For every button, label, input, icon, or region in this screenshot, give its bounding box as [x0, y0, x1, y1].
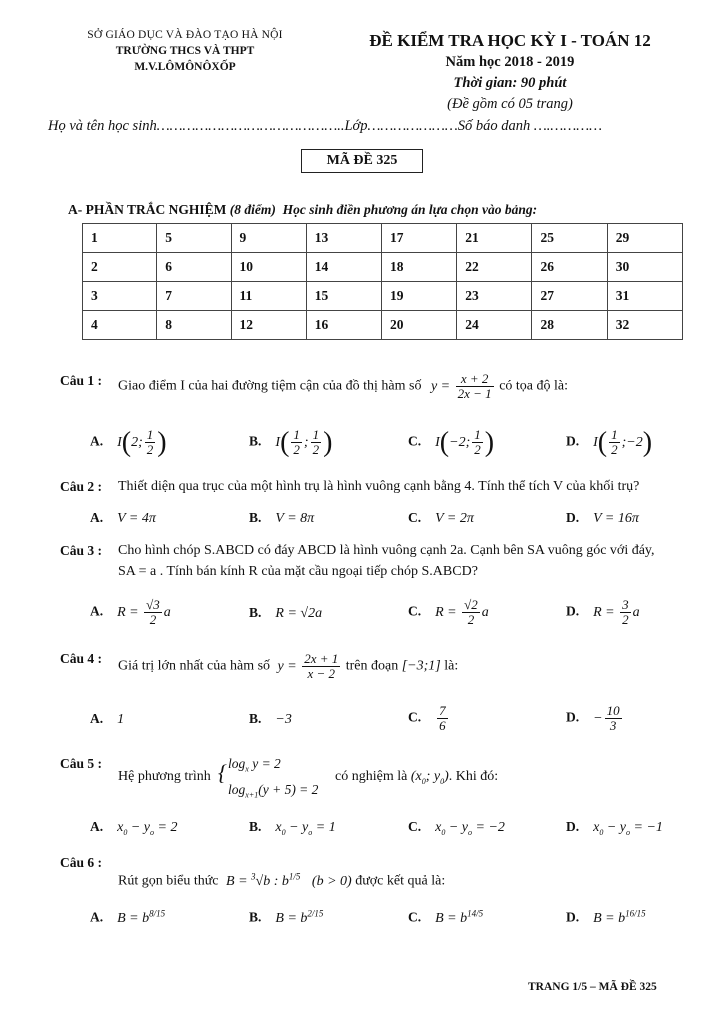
- answer-cell[interactable]: 19: [382, 282, 457, 311]
- page-footer: TRANG 1/5 – MÃ ĐỀ 325: [528, 981, 657, 993]
- option-letter: C.: [408, 909, 422, 925]
- q4-option-c[interactable]: C. $\frac{7}{6}$: [408, 703, 446, 733]
- q2-option-c[interactable]: C. V = 2π: [408, 510, 474, 526]
- question-5-text-tail: có nghiệm là ($x_0$; $y_0$). Khi đó:: [335, 769, 499, 786]
- answer-grid-row: [83, 224, 683, 253]
- answer-cell[interactable]: 1: [83, 224, 157, 253]
- question-1-label: Câu 1 :: [60, 373, 103, 388]
- q3-option-c[interactable]: C. R = $\frac{√2}{2}$ a: [408, 597, 489, 627]
- exam-duration: Thời gian: 90 phút: [453, 75, 567, 91]
- answer-cell[interactable]: 16: [306, 311, 381, 340]
- answer-cell[interactable]: 5: [157, 224, 231, 253]
- question-4-text: Giá trị lớn nhất của hàm số y = $\frac{2x + 1}{x - 2}$ trên đoạn [−3;1] là:: [118, 651, 459, 681]
- q2-option-b[interactable]: B. V = 8π: [249, 510, 315, 526]
- question-5-text-end: . Khi đó:: [448, 769, 499, 784]
- option-letter: C.: [408, 819, 422, 834]
- q5-brace: {: [218, 760, 227, 785]
- option-letter: B.: [249, 909, 262, 925]
- question-6-text: Rút gọn biểu thức B = $^3$√b : $b^{1/5}$ (b > 0) được kết quả là:: [118, 871, 446, 889]
- question-5-text: [118, 767, 211, 787]
- answer-cell[interactable]: 31: [607, 282, 682, 311]
- answer-cell[interactable]: 2: [83, 253, 157, 282]
- answer-cell[interactable]: 14: [306, 253, 381, 282]
- q5-option-d[interactable]: D. $x_0 - y_o = -1$: [566, 819, 663, 837]
- answer-cell[interactable]: 27: [532, 282, 607, 311]
- question-4-text-before: Giá trị lớn nhất của hàm số: [118, 658, 271, 674]
- option-letter: C.: [408, 510, 422, 525]
- option-letter: D.: [566, 603, 580, 619]
- question-3-text-line2: SA = a . Tính bán kính R của mặt cầu ngoại tiếp chóp S.ABCD?: [118, 564, 478, 579]
- question-2-text: Thiết diện qua trục của một hình trụ là hình vuông cạnh bằng 4. Tính thể tích V của khối trụ?: [118, 479, 640, 494]
- option-letter: A.: [90, 433, 104, 449]
- q4-option-d[interactable]: D. − $\frac{10}{3}$: [566, 703, 620, 733]
- school-header: [60, 27, 310, 75]
- option-letter: D.: [566, 909, 580, 925]
- question-4-label: Câu 4 :: [60, 651, 103, 666]
- option-letter: B.: [249, 433, 262, 449]
- exam-header: [330, 30, 690, 114]
- answer-cell[interactable]: 29: [607, 224, 682, 253]
- q3-option-d[interactable]: D. R = $\frac{3}{2}$ a: [566, 597, 640, 627]
- answer-cell[interactable]: 9: [231, 224, 306, 253]
- answer-cell[interactable]: 32: [607, 311, 682, 340]
- option-letter: A.: [90, 603, 104, 619]
- answer-grid-row: [83, 282, 683, 311]
- q1-option-c[interactable]: C. I(−2; $\frac{1}{2}$ ): [408, 426, 495, 458]
- option-letter: D.: [566, 709, 580, 725]
- answer-grid: [82, 223, 683, 340]
- answer-cell[interactable]: 22: [457, 253, 532, 282]
- school-name-line1: TRƯỜNG THCS VÀ THPT: [115, 45, 255, 57]
- answer-cell[interactable]: 25: [532, 224, 607, 253]
- question-6-text-before: Rút gọn biểu thức: [118, 873, 219, 889]
- q6-option-d[interactable]: D. $B = b^{16/15}$: [566, 908, 646, 926]
- q2-option-a[interactable]: A. V = 4π: [90, 510, 156, 526]
- q2-option-d[interactable]: D. V = 16π: [566, 510, 639, 526]
- question-6-label: Câu 6 :: [60, 855, 103, 870]
- q5-system: $\log_x y = 2$ $\log_{x+1}(y + 5) = 2$: [228, 756, 319, 800]
- answer-cell[interactable]: 12: [231, 311, 306, 340]
- q5-option-b[interactable]: B. $x_0 - y_o = 1$: [249, 819, 336, 837]
- question-1-text-after: có tọa độ là:: [499, 378, 568, 394]
- answer-cell[interactable]: 18: [382, 253, 457, 282]
- answer-cell[interactable]: 3: [83, 282, 157, 311]
- question-4-text-after: là:: [444, 658, 459, 674]
- section-a-instruction: Học sinh điền phương án lựa chọn vào bảng:: [282, 202, 538, 217]
- answer-cell[interactable]: 23: [457, 282, 532, 311]
- question-6-text-after: được kết quả là:: [355, 873, 446, 889]
- question-1-text: Giao điểm I của hai đường tiệm cận của đồ thị hàm số y = $\frac{x + 2}{2x - 1}$ có tọa độ là:: [118, 371, 568, 401]
- question-3-label: Câu 3 :: [60, 543, 103, 558]
- question-1-text-before: Giao điểm I của hai đường tiệm cận của đồ thị hàm số: [118, 378, 422, 394]
- answer-cell[interactable]: 20: [382, 311, 457, 340]
- answer-cell[interactable]: 17: [382, 224, 457, 253]
- section-a-prefix: A- PHẦN TRẮC NGHIỆM: [68, 202, 227, 217]
- question-4-text-mid: trên đoạn: [345, 658, 399, 674]
- q1-option-a[interactable]: A. I(2; $\frac{1}{2}$ ): [90, 426, 167, 458]
- q4-option-b[interactable]: B. −3: [249, 711, 292, 727]
- option-letter: C.: [408, 709, 422, 725]
- q6-option-b[interactable]: B. $B = b^{2/15}$: [249, 908, 324, 926]
- option-letter: A.: [90, 819, 104, 834]
- answer-cell[interactable]: 4: [83, 311, 157, 340]
- section-a-heading: [68, 202, 537, 218]
- option-letter: D.: [566, 433, 580, 449]
- exam-title: ĐỀ KIỂM TRA HỌC KỲ I - TOÁN 12: [369, 31, 651, 50]
- option-letter: A.: [90, 510, 104, 525]
- answer-grid-row: [83, 311, 683, 340]
- exam-code-box: MÃ ĐỀ 325: [301, 149, 423, 173]
- option-letter: A.: [90, 909, 104, 925]
- answer-cell[interactable]: 13: [306, 224, 381, 253]
- question-3-text-line1: Cho hình chóp S.ABCD có đáy ABCD là hình vuông cạnh 2a. Cạnh bên SA vuông góc với đáy,: [118, 543, 655, 558]
- option-letter: D.: [566, 510, 580, 525]
- option-letter: B.: [249, 711, 262, 726]
- school-name-line2: M.V.LÔMÔNÔXỐP: [134, 61, 236, 73]
- answer-cell[interactable]: 6: [157, 253, 231, 282]
- school-year: Năm học 2018 - 2019: [445, 54, 575, 70]
- option-letter: D.: [566, 819, 580, 834]
- option-letter: B.: [249, 510, 262, 525]
- section-a-points: (8 điểm): [229, 202, 276, 217]
- answer-cell[interactable]: 26: [532, 253, 607, 282]
- answer-grid-row: [83, 253, 683, 282]
- option-letter: A.: [90, 711, 104, 726]
- answer-cell[interactable]: 30: [607, 253, 682, 282]
- answer-cell[interactable]: 7: [157, 282, 231, 311]
- question-5-text-before: Hệ phương trình: [118, 769, 211, 784]
- answer-cell[interactable]: 10: [231, 253, 306, 282]
- department-name: SỞ GIÁO DỤC VÀ ĐÀO TẠO HÀ NỘI: [87, 29, 283, 41]
- option-letter: B.: [249, 605, 262, 620]
- answer-cell[interactable]: 8: [157, 311, 231, 340]
- q5-option-c[interactable]: C. $x_0 - y_o = -2$: [408, 819, 505, 837]
- q1-option-d[interactable]: D. I( $\frac{1}{2}$ ;−2): [566, 426, 653, 458]
- question-2-label: Câu 2 :: [60, 479, 103, 494]
- option-letter: C.: [408, 433, 422, 449]
- answer-cell[interactable]: 11: [231, 282, 306, 311]
- q5-option-a[interactable]: A. $x_0 - y_o = 2$: [90, 819, 178, 837]
- q3-option-a[interactable]: A. R = $\frac{√3}{2}$ a: [90, 597, 171, 627]
- option-letter: B.: [249, 819, 262, 834]
- q1-option-b[interactable]: B. I( $\frac{1}{2}$ ; $\frac{1}{2}$ ): [249, 426, 333, 458]
- q6-option-a[interactable]: A. $B = b^{8/15}$: [90, 908, 166, 926]
- answer-cell[interactable]: 24: [457, 311, 532, 340]
- q6-option-c[interactable]: C. $B = b^{14/5}$: [408, 908, 484, 926]
- question-5-label: Câu 5 :: [60, 756, 103, 771]
- answer-cell[interactable]: 15: [306, 282, 381, 311]
- answer-cell[interactable]: 21: [457, 224, 532, 253]
- q4-option-a[interactable]: A. 1: [90, 711, 125, 727]
- student-info-line: Họ và tên học sinh……………………………………..Lớp…………………Số báo danh ….…………: [48, 118, 602, 134]
- answer-cell[interactable]: 28: [532, 311, 607, 340]
- question-5-text-after: có nghiệm là: [335, 769, 408, 784]
- option-letter: C.: [408, 603, 422, 619]
- pages-note: (Đề gồm có 05 trang): [447, 96, 573, 112]
- q3-option-b[interactable]: B. R = √2a: [249, 605, 323, 621]
